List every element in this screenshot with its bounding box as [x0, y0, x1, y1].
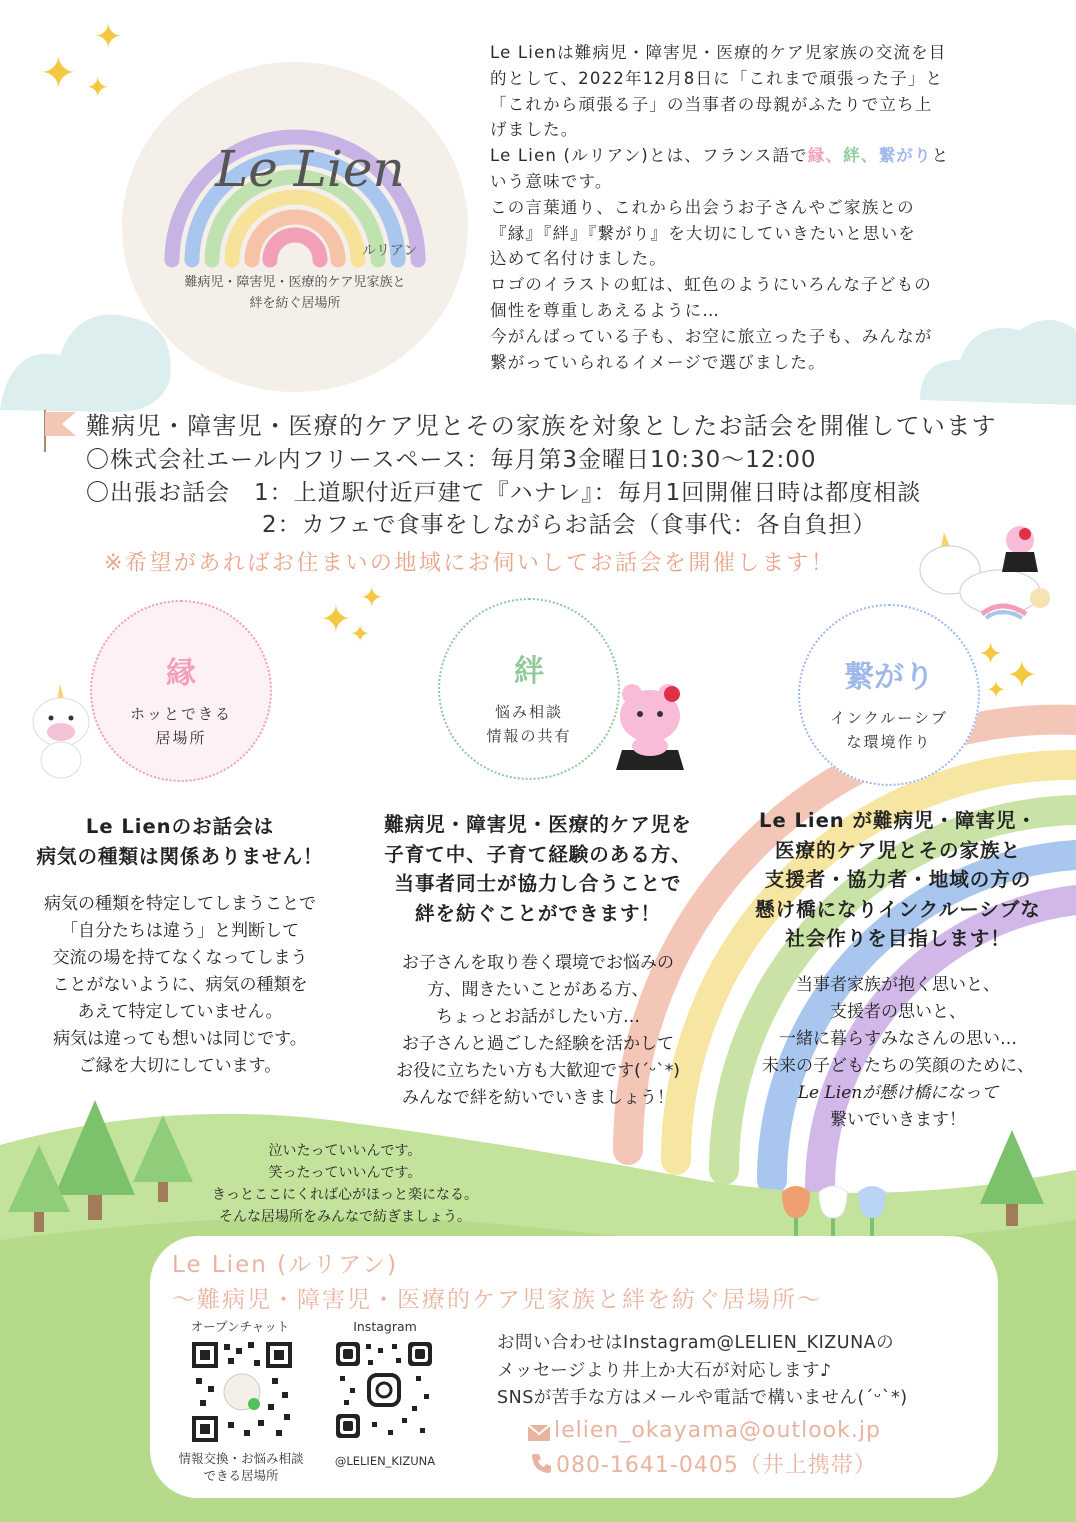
footer-title: Le Lien (ルリアン) [172, 1252, 399, 1278]
sparkle-icon: ✦ [86, 71, 110, 104]
contact-phone[interactable]: 080-1641-0405（井上携帯） [556, 1453, 877, 1478]
intro-text: Le Lienは難病児・障害児・医療的ケア児家族の交流を目 的として、2022年12月8日に「これまで頑張った子」と 「これから頑張る子」の当事者の母親がふたりで立ち上 げました。 Le Lien (ルリアン)とは、フランス語で縁、絆、繋がりと いう意味です。 この言葉通り、これから出会うお子さんやご家族との 『縁』『絆』『繋がり』を大切にしていきたいと思いを 込めて名付けました。 ロゴのイラストの虹は、虹色のようにいろんな子どもの 個性を尊重しあえるように… 今がんばっている子も、お空に旅立った子も、みんなが 繋がっていられるイメージで選びました。 [490, 40, 1010, 375]
logo-tagline: 難病児・障害児・医療的ケア児家族と 絆を紡ぐ居場所 [184, 275, 406, 311]
qr-openchat-caption: 情報交換・お悩み相談 できる居場所 [178, 1451, 304, 1483]
sparkle-icon: ✦ [986, 676, 1007, 704]
contact-text: お問い合わせはInstagram@LELIEN_KIZUNAの メッセージより井上か大石が対応します♪ SNSが苦手な方はメールや電話で構いません(´ᵕ`*) [497, 1333, 908, 1408]
contact-email[interactable]: lelien_okayama@outlook.jp [554, 1418, 881, 1443]
flag-icon [45, 410, 76, 452]
bear-icon [610, 678, 690, 778]
sparkle-icon: ✦ [978, 637, 1004, 672]
column-middle: 難病児・障害児・医療的ケア児を 子育て中、子育て経験のある方、 当事者同士が協力し合うことで 絆を紡ぐことができます！ お子さんを取り巻く環境でお悩みの 方、聞きたいことがある方、 ちょっとお話がしたい方… お子さんと過ごした経験を活かして お役に立ちたい方も大歓迎です(´ᵕ`*) みんなで絆を紡いでいきましょう！ [384, 813, 692, 1108]
mail-icon [527, 1424, 551, 1446]
meeting-line-3: 2：カフェで食事をしながらお話会（食事代：各自負担） [262, 512, 877, 538]
intro-meaning-line: Le Lien (ルリアン)とは、フランス語で縁、絆、繋がりと [490, 146, 950, 166]
meeting-notice: ※希望があればお住まいの地域にお伺いしてお話会を開催します！ [104, 551, 836, 576]
keyword-tsunagari-circle: 繋がり インクルーシブ な環境作り [798, 604, 980, 786]
unicorn-bear-icon [910, 518, 1050, 630]
qr-instagram-icon[interactable] [332, 1338, 436, 1442]
hill-message: 泣いたっていいんです。 笑ったっていいんです。 きっとここにくれば心がほっと楽になる。 そんな居場所をみんなで紡ぎましょう。 [212, 1143, 478, 1225]
sparkle-icon: ✦ [94, 17, 123, 57]
sparkle-icon: ✦ [360, 581, 384, 614]
meeting-headline: 難病児・障害児・医療的ケア児とその家族を対象としたお話会を開催しています [86, 412, 997, 440]
sparkle-icon: ✦ [350, 620, 371, 648]
qr-instagram-label: Instagram [353, 1319, 417, 1334]
phone-icon [530, 1452, 552, 1478]
meeting-line-1: 〇株式会社エール内フリースペース：毎月第3金曜日10:30～12:00 [86, 447, 817, 473]
qr-openchat-icon[interactable] [188, 1338, 296, 1446]
unicorn-icon [26, 680, 96, 780]
logo-wordmark: Le Lien [215, 140, 405, 198]
footer-subtitle: ～難病児・障害児・医療的ケア児家族と絆を紡ぐ居場所～ [172, 1287, 822, 1313]
sparkle-icon: ✦ [320, 597, 352, 641]
keyword-kizuna-circle: 絆 悩み相談 情報の共有 [438, 598, 620, 780]
qr-openchat-label: オープンチャット [190, 1319, 290, 1334]
column-right: Le Lien が難病児・障害児・ 医療的ケア児とその家族と 支援者・協力者・地域の方の 懸け橋になりインクルーシブな 社会作りを目指します！ 当事者家族が抱く思いと、 支援者の思いと、 一緒に暮らすみなさんの思い… 未来の子どもたちの笑顔のために、 Le Lienが懸け橋になって 繋いでいきます！ [755, 809, 1041, 1130]
sparkle-icon: ✦ [1006, 653, 1038, 697]
meeting-line-2: 〇出張お話会 1：上道駅付近戸建て『ハナレ』：毎月1回開催日時は都度相談 [86, 480, 922, 506]
logo-reading: ルリアン [362, 243, 418, 259]
cloud-left [0, 315, 171, 412]
sparkle-icon: ✦ [40, 48, 77, 99]
keyword-en-circle: 縁 ホッとできる 居場所 [90, 600, 272, 782]
qr-instagram-caption: @LELIEN_KIZUNA [334, 1454, 436, 1468]
column-left: Le Lienのお話会は 病気の種類は関係ありません！ 病気の種類を特定してしまうことで 「自分たちは違う」と判断して 交流の場を持てなくなってしまう ことがないように、病気の種類を あえて特定していません。 病気は違っても想いは同じです。 ご縁を大切にしています。 [36, 815, 324, 1076]
